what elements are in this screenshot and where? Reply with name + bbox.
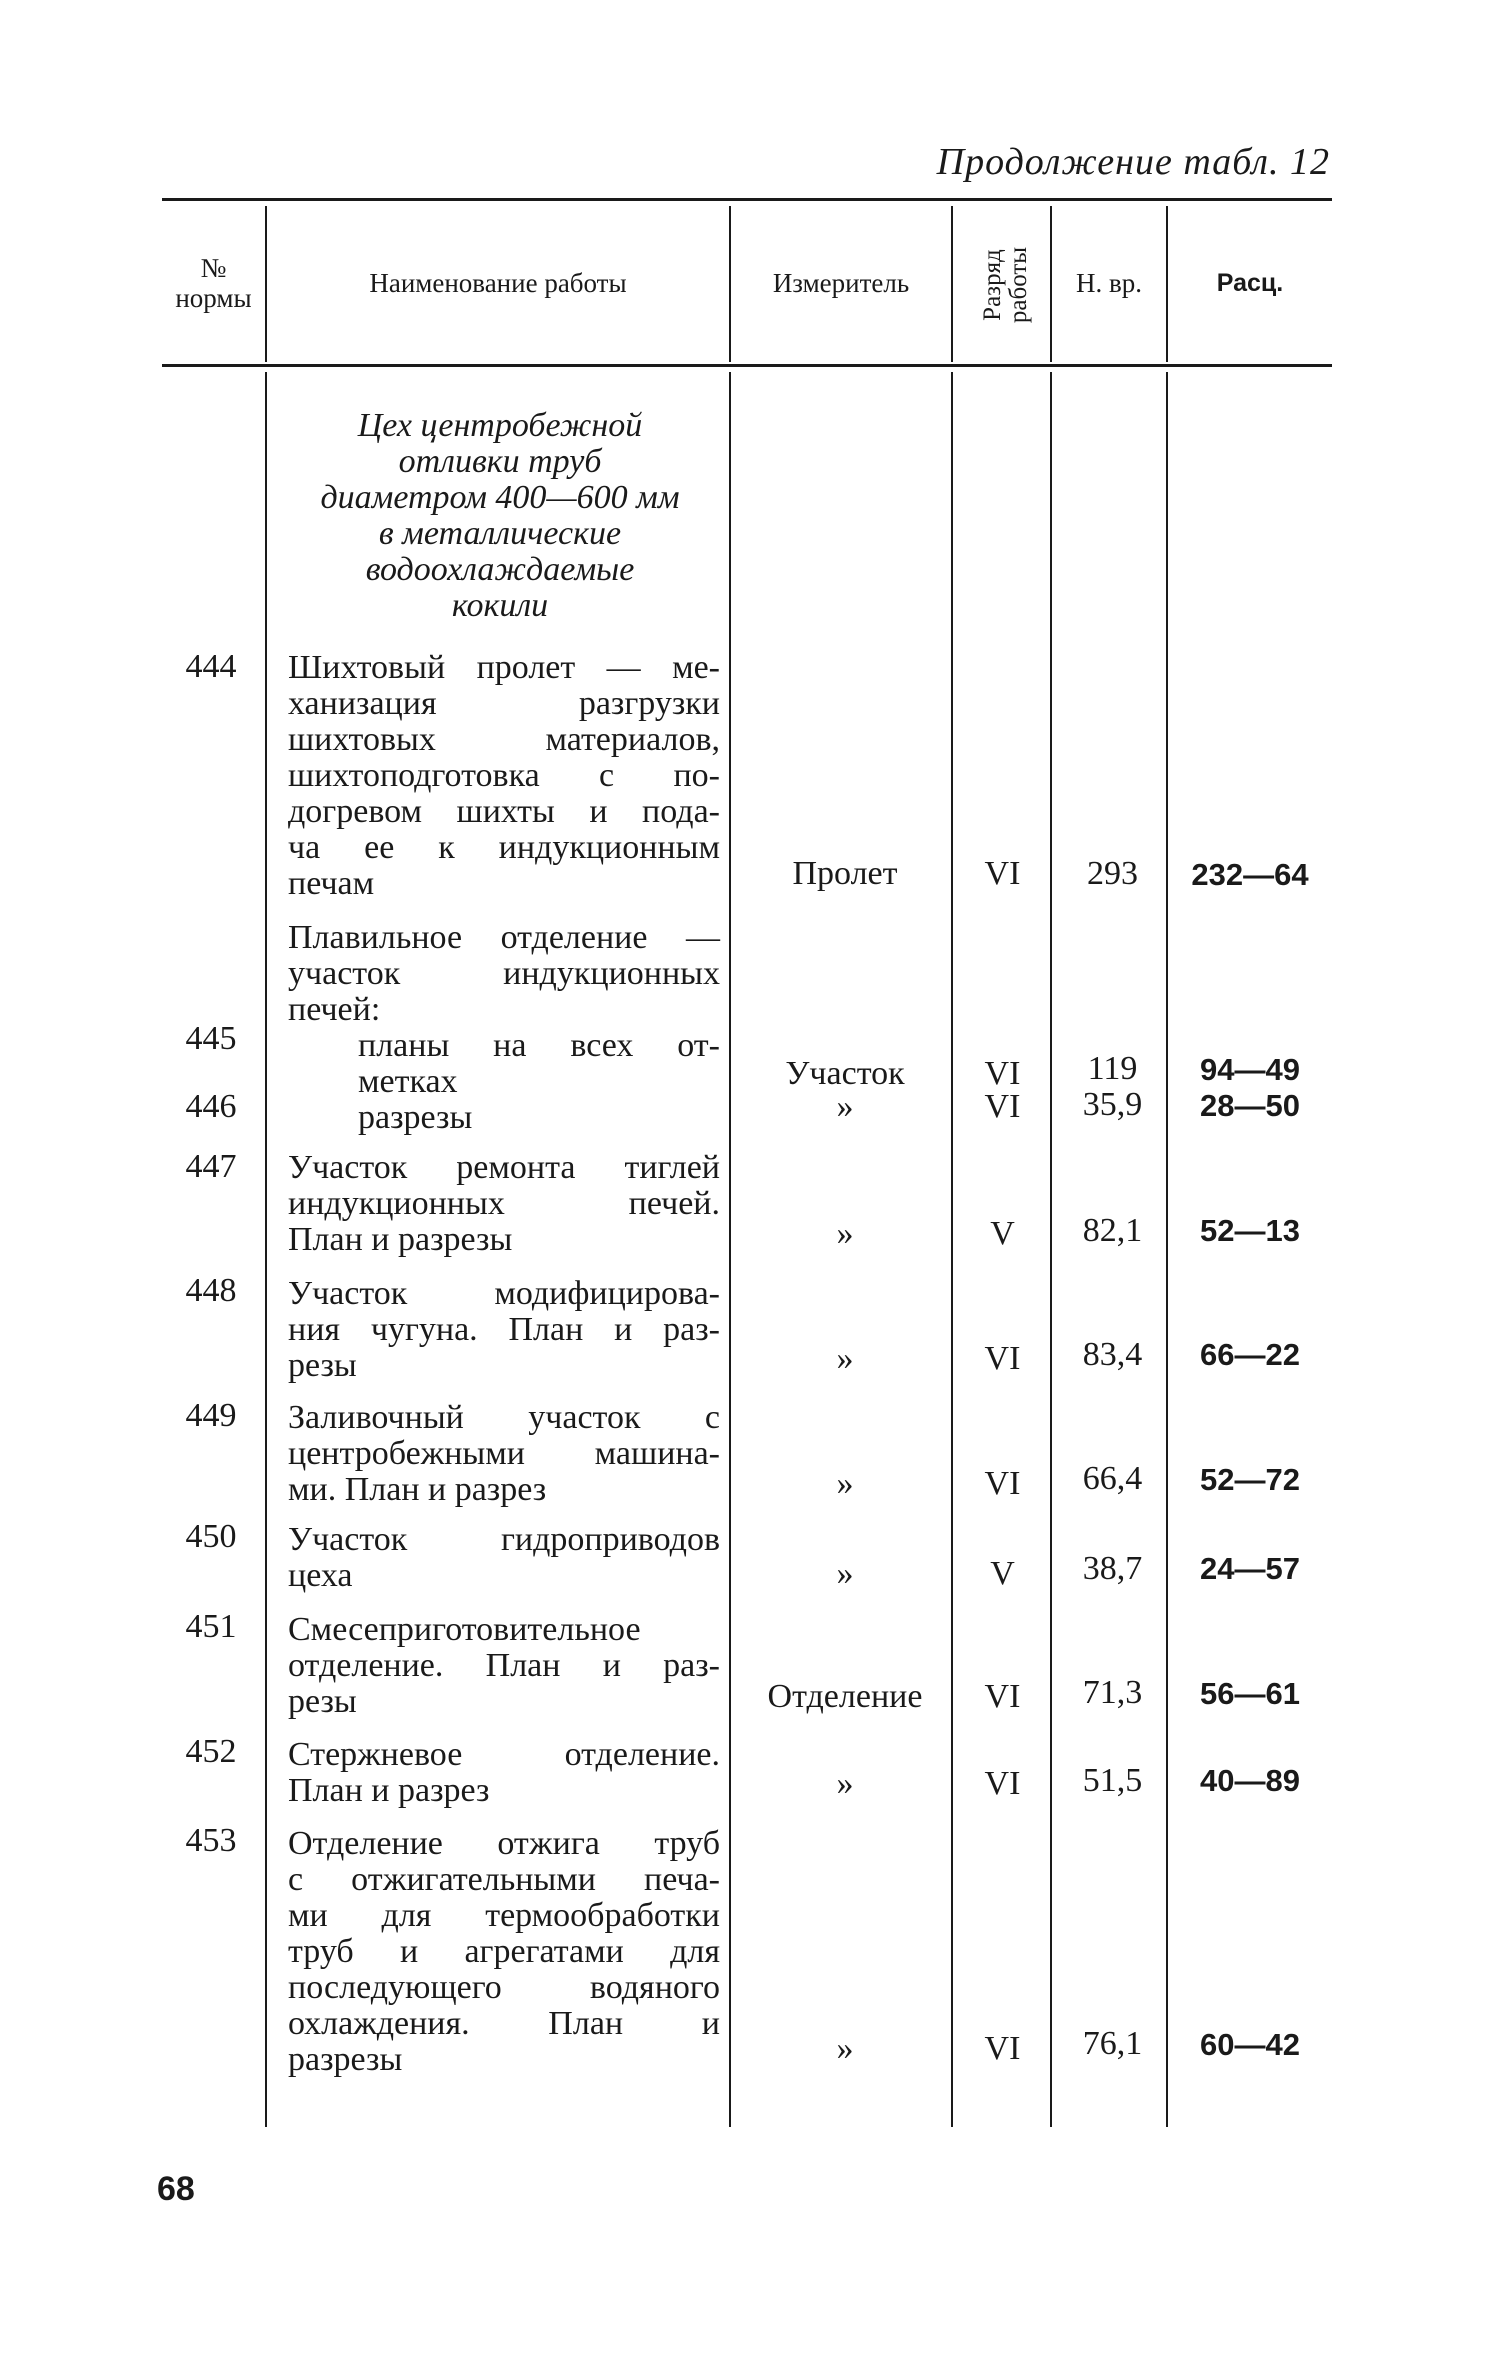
header-norm-number-label: нормы	[175, 283, 252, 313]
grade-value: VI	[984, 1765, 1021, 1802]
section-title	[290, 408, 710, 624]
unit-value: »	[836, 1088, 854, 1125]
grade-value: VI	[984, 855, 1021, 892]
rate-value: 66—22	[1200, 1337, 1300, 1372]
description-line: печей:	[288, 991, 381, 1028]
grade-value: V	[990, 1555, 1015, 1592]
description-line: Заливочный участок с	[288, 1399, 720, 1436]
unit-value: »	[836, 1555, 854, 1592]
description-line: индукционных печей.	[288, 1185, 720, 1222]
description-line: с отжигательными печа-	[288, 1861, 720, 1898]
description-line: догревом шихты и пода-	[288, 793, 720, 830]
description-line: Стержневое отделение.	[288, 1736, 720, 1773]
norm-number: 444	[185, 648, 237, 685]
norm-number: 451	[185, 1608, 237, 1645]
col-divider	[265, 372, 267, 2127]
hours-value: 71,3	[1082, 1674, 1143, 1711]
norm-number: 449	[185, 1397, 237, 1434]
col-divider	[729, 372, 731, 2127]
work-description	[288, 920, 720, 1028]
hours-value: 51,5	[1082, 1762, 1143, 1799]
description-line: Участок гидроприводов	[288, 1521, 720, 1558]
hours-value: 293	[1087, 855, 1138, 892]
description-line: ча ее к индукционным	[288, 829, 720, 866]
grade-value: VI	[984, 1678, 1021, 1715]
col-divider	[951, 206, 953, 362]
unit-value: Участок	[785, 1055, 905, 1092]
header-grade	[979, 225, 1033, 345]
norm-number: 448	[185, 1272, 237, 1309]
header-unit: Измеритель	[772, 268, 910, 299]
description-line: метках	[358, 1063, 458, 1100]
description-line: Шихтовый пролет — ме-	[288, 649, 720, 686]
hours-value: 35,9	[1082, 1086, 1143, 1123]
work-description	[288, 1150, 720, 1258]
rate-value: 40—89	[1200, 1763, 1300, 1798]
section-title-line: диаметром 400—600 мм	[320, 479, 680, 516]
header-norm-number-symbol: №	[200, 253, 227, 284]
description-line: ханизация разгрузки	[288, 685, 720, 722]
norm-number: 450	[185, 1518, 237, 1555]
section-title-line: кокили	[451, 587, 549, 624]
work-description	[288, 650, 720, 902]
unit-value: »	[836, 1215, 854, 1252]
header-rate: Расц.	[1216, 269, 1284, 298]
norm-number: 446	[185, 1088, 237, 1125]
norm-number: 452	[185, 1733, 237, 1770]
description-line: Участок ремонта тиглей	[288, 1149, 720, 1186]
work-description	[288, 1826, 720, 2078]
rate-value: 52—72	[1200, 1462, 1300, 1497]
description-line: Смесеприготовительное	[288, 1611, 641, 1648]
rate-value: 52—13	[1200, 1213, 1300, 1248]
rate-value: 94—49	[1200, 1052, 1300, 1087]
header-grade-line1: Разряд	[979, 249, 1006, 321]
hours-value: 76,1	[1082, 2025, 1143, 2062]
section-title-line: Цех центробежной	[357, 407, 643, 444]
table-continuation-caption: Продолжение табл. 12	[936, 141, 1330, 183]
work-description	[288, 1737, 720, 1809]
description-line: План и разрезы	[288, 1221, 513, 1258]
unit-value: Пролет	[792, 855, 898, 892]
description-line: Отделение отжига труб	[288, 1825, 720, 1862]
header-work-name: Наименование работы	[369, 268, 627, 299]
description-line: резы	[288, 1347, 357, 1384]
header-grade-line2: работы	[1005, 246, 1033, 324]
norm-number: 447	[185, 1148, 237, 1185]
rate-value: 28—50	[1200, 1088, 1300, 1123]
header-top-rule	[162, 198, 1332, 201]
hours-value: 83,4	[1082, 1336, 1143, 1373]
description-line: центробежными машина-	[288, 1435, 720, 1472]
unit-value: »	[836, 2030, 854, 2067]
work-description	[288, 1276, 720, 1384]
description-line: резы	[288, 1683, 357, 1720]
description-line: План и разрез	[288, 1772, 490, 1809]
description-line: шихтовых материалов,	[288, 721, 720, 758]
rate-value: 24—57	[1200, 1551, 1300, 1586]
hours-value: 82,1	[1082, 1212, 1143, 1249]
grade-value: VI	[984, 1465, 1021, 1502]
grade-value: VI	[984, 1055, 1021, 1092]
grade-value: VI	[984, 1340, 1021, 1377]
description-line: отделение. План и раз-	[288, 1647, 720, 1684]
work-description	[288, 1612, 720, 1720]
description-line: шихтоподготовка с по-	[288, 757, 720, 794]
unit-value: »	[836, 1465, 854, 1502]
description-line: разрезы	[288, 2041, 403, 2078]
description-line: последующего водяного	[288, 1969, 720, 2006]
section-title-line: в металлические	[378, 515, 622, 552]
unit-value: »	[836, 1765, 854, 1802]
description-line: охлаждения. План и	[288, 2005, 720, 2042]
section-title-line: отливки труб	[398, 443, 602, 480]
grade-value: VI	[984, 2030, 1021, 2067]
header-hours: Н. вр.	[1076, 268, 1142, 299]
grade-value: V	[990, 1215, 1015, 1252]
unit-value: Отделение	[767, 1678, 923, 1715]
description-line: ния чугуна. План и раз-	[288, 1311, 720, 1348]
hours-value: 66,4	[1082, 1460, 1143, 1497]
description-line: Плавильное отделение —	[288, 919, 720, 956]
description-line: Участок модифицирова-	[288, 1275, 720, 1312]
norm-number: 445	[185, 1020, 237, 1057]
description-line: ми. План и разрез	[288, 1471, 547, 1508]
description-line: планы на всех от-	[358, 1027, 720, 1064]
work-description	[288, 1522, 720, 1594]
description-line: труб и агрегатами для	[288, 1933, 720, 1970]
rate-value: 60—42	[1200, 2027, 1300, 2062]
col-divider	[1050, 372, 1052, 2127]
header-bottom-rule	[162, 364, 1332, 367]
work-description	[288, 1400, 720, 1508]
work-description	[288, 1028, 720, 1100]
hours-value: 38,7	[1082, 1550, 1143, 1587]
rate-value: 232—64	[1191, 857, 1309, 892]
work-description	[288, 1100, 720, 1136]
unit-value: »	[836, 1340, 854, 1377]
description-line: участок индукционных	[288, 955, 720, 992]
description-line: разрезы	[358, 1099, 473, 1136]
grade-value: VI	[984, 1088, 1021, 1125]
description-line: цеха	[288, 1557, 353, 1594]
page-number: 68	[157, 2170, 195, 2208]
description-line: ми для термообработки	[288, 1897, 720, 1934]
hours-value: 119	[1087, 1050, 1138, 1087]
section-title-line: водоохлаждаемые	[365, 551, 635, 588]
header-norm-number	[162, 206, 265, 362]
description-line: печам	[288, 865, 375, 902]
rate-value: 56—61	[1200, 1676, 1300, 1711]
norm-number: 453	[185, 1822, 237, 1859]
col-divider	[951, 372, 953, 2127]
